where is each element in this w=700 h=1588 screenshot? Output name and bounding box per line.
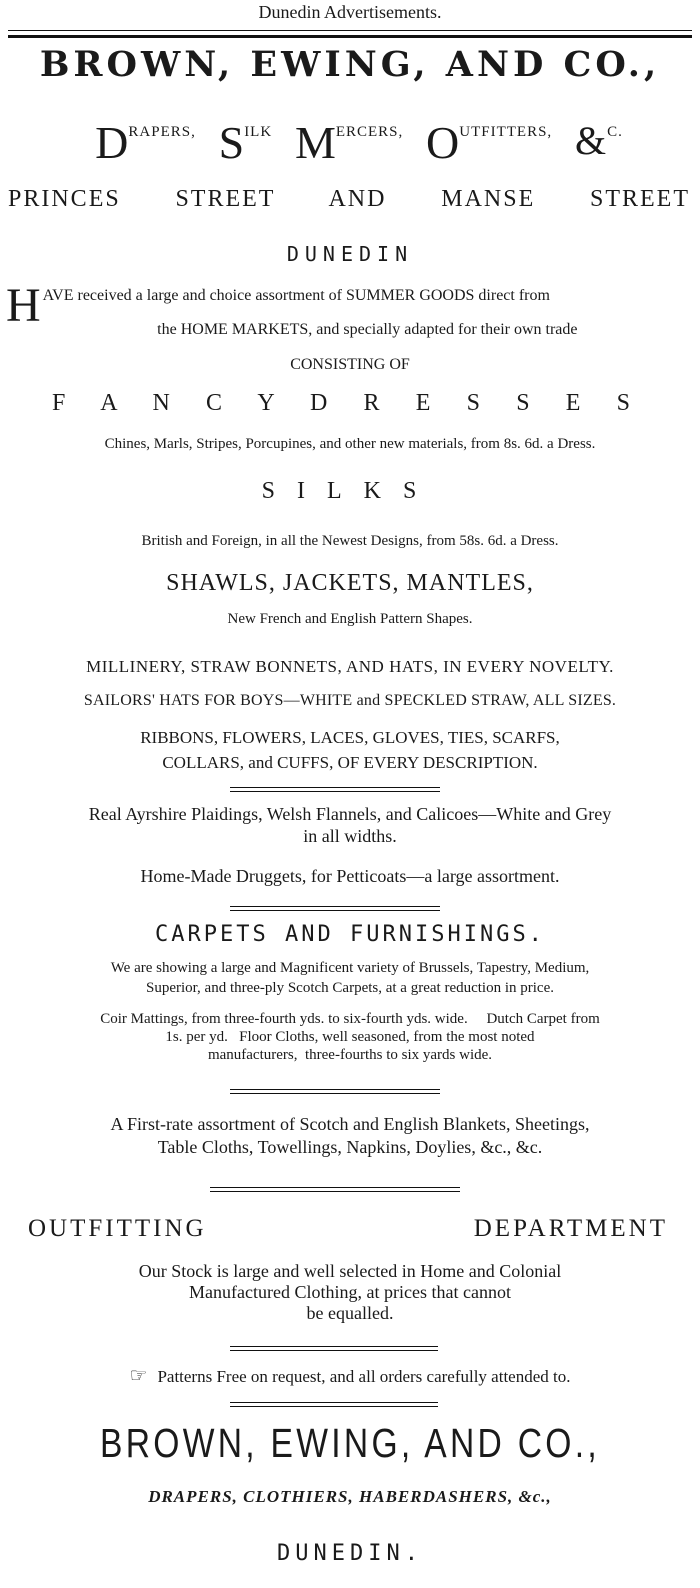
outfitting-line-3: be equalled.: [306, 1303, 394, 1323]
divider-3: [230, 1089, 440, 1090]
footer-firm-name: BROWN, EWING, AND CO.,: [100, 1420, 600, 1466]
trade-outfitters-cap: O: [426, 117, 460, 168]
divider-6: [230, 1402, 438, 1403]
carpets-desc-line-1: We are showing a large and Magnificent variety of Brussels, Tapestry, Medium,: [110, 960, 590, 976]
millinery-line: MILLINERY, STRAW BONNETS, AND HATS, IN EVERY NOVELTY.: [86, 657, 614, 676]
divider-2: [230, 906, 440, 907]
firm-name-heading: BROWN, EWING, AND CO.,: [39, 44, 661, 85]
carpets-heading: CARPETS AND FURNISHINGS.: [155, 922, 545, 947]
coir-line-3: manufacturers, three-fourths to six yards wide.: [207, 1047, 493, 1063]
blankets-line-2: Table Cloths, Towellings, Napkins, Doylies, &c., &c.: [157, 1137, 543, 1157]
trade-drapers: RAPERS,: [128, 124, 196, 140]
coir-block: [0, 1010, 700, 1064]
intro-line-1: AVE received a large and choice assortment of SUMMER GOODS direct from: [42, 287, 550, 304]
city-heading: DUNEDIN: [286, 242, 414, 266]
ayrshire-line-1: Real Ayrshire Plaidings, Welsh Flannels, and Calicoes—White and Grey: [88, 804, 612, 824]
intro-paragraph: [6, 279, 692, 339]
trade-mercers-cap: M: [294, 117, 336, 168]
streets-line: PRINCES STREET AND MANSE STREET: [8, 186, 690, 212]
divider-4: [210, 1187, 460, 1188]
divider-5: [230, 1346, 438, 1347]
pointing-hand-icon: ☞: [129, 1365, 148, 1387]
trade-mercers: ERCERS,: [335, 124, 404, 140]
ayrshire-line-2: in all widths.: [303, 826, 397, 846]
intro-line-2: the HOME MARKETS, and specially adapted for their own trade: [157, 321, 578, 338]
outfitting-heading: OUTFITTING DEPARTMENT: [28, 1215, 668, 1242]
shawls-desc: New French and English Pattern Shapes.: [227, 611, 473, 627]
intro-drop-cap: H: [6, 279, 41, 332]
silks-heading: SILKS: [261, 478, 439, 504]
top-rule-thick: [8, 35, 692, 38]
patterns-line: [0, 1363, 700, 1388]
trades-line: [0, 116, 700, 169]
silks-desc: British and Foreign, in all the Newest Designs, from 58s. 6d. a Dress.: [141, 533, 559, 549]
divider-1: [230, 787, 440, 788]
outfitting-line-1: Our Stock is large and well selected in Home and Colonial: [138, 1261, 562, 1281]
trade-etc: C.: [607, 124, 623, 140]
patterns-text: Patterns Free on request, and all orders carefully attended to.: [157, 1367, 571, 1386]
blankets-line-1: A First-rate assortment of Scotch and English Blankets, Sheetings,: [110, 1114, 590, 1134]
page-header: Dunedin Advertisements.: [258, 2, 442, 22]
druggets-line: Home-Made Druggets, for Petticoats—a large assortment.: [140, 866, 560, 886]
ayrshire-block: [0, 803, 700, 847]
trade-drapers-cap: D: [95, 117, 129, 168]
ribbons-line-2: COLLARS, and CUFFS, OF EVERY DESCRIPTION.: [162, 753, 538, 772]
blankets-block: [0, 1113, 700, 1159]
footer-city: DUNEDIN.: [277, 1541, 423, 1566]
trade-silk-cap: S: [218, 117, 245, 168]
footer-trades: DRAPERS, CLOTHIERS, HABERDASHERS, &c.,: [148, 1487, 552, 1506]
top-rule-thin: [8, 30, 692, 31]
fancy-dresses-heading: F A N C Y D R E S S E S: [52, 390, 634, 416]
trade-outfitters: UTFITTERS,: [459, 124, 553, 140]
sailors-hats-line: SAILORS' HATS FOR BOYS—WHITE and SPECKLED STRAW, ALL SIZES.: [83, 692, 617, 709]
coir-line-2: 1s. per yd. Floor Cloths, well seasoned, from the most noted: [165, 1029, 535, 1045]
carpets-desc: [0, 958, 700, 998]
consisting-of: CONSISTING OF: [290, 356, 410, 373]
coir-line-1: Coir Mattings, from three-fourth yds. to six-fourth yds. wide. Dutch Carpet from: [100, 1011, 600, 1027]
outfitting-line-2: Manufactured Clothing, at prices that cannot: [189, 1282, 511, 1302]
shawls-heading: SHAWLS, JACKETS, MANTLES,: [166, 570, 534, 596]
ribbons-block: [0, 725, 700, 775]
ribbons-line-1: RIBBONS, FLOWERS, LACES, GLOVES, TIES, SCARFS,: [140, 728, 560, 747]
trade-silk: ILK: [244, 124, 273, 140]
outfitting-desc: [0, 1261, 700, 1324]
trade-etc-ampersand: &: [574, 118, 608, 163]
fancy-dresses-desc: Chines, Marls, Stripes, Porcupines, and other new materials, from 8s. 6d. a Dress.: [104, 436, 596, 452]
carpets-desc-line-2: Superior, and three-ply Scotch Carpets, at a great reduction in price.: [145, 980, 554, 996]
